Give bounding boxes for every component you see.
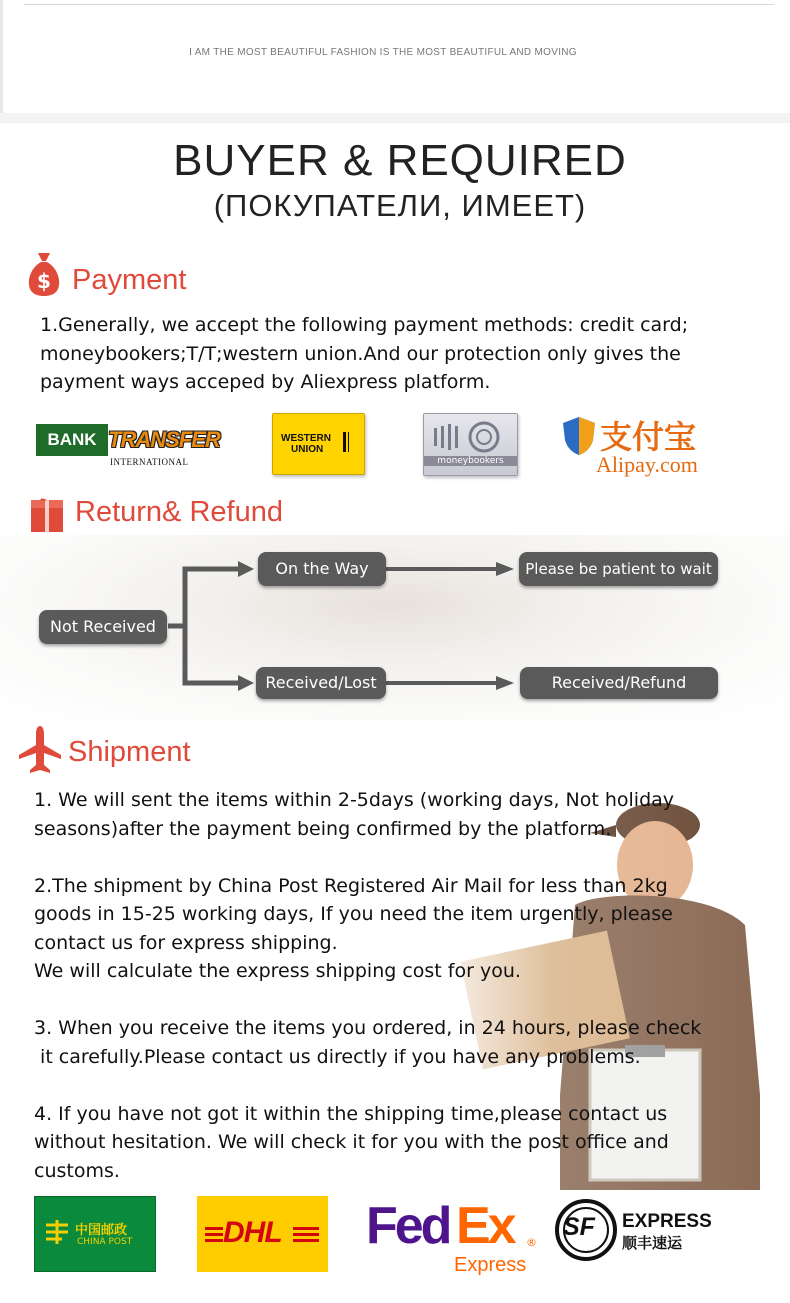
- svg-text:$: $: [37, 269, 51, 293]
- fedex-fed: Fed: [366, 1197, 450, 1255]
- node-received-refund: Received/Refund: [520, 667, 718, 699]
- shipment-line: 3. When you receive the items you ordered, in 24 hours, please check: [34, 1017, 702, 1039]
- international-label: INTERNATIONAL: [110, 457, 189, 467]
- china-post-cn: 中国邮政: [75, 1223, 128, 1238]
- alipay-en: Alipay.com: [596, 452, 698, 477]
- sf-mark: SF: [563, 1213, 595, 1241]
- alipay-cn: 支付宝: [600, 418, 697, 456]
- moneybookers-logo: [423, 413, 518, 476]
- payment-text: [40, 311, 770, 397]
- alipay-logo: [562, 414, 732, 480]
- moneybookers-mark: [432, 420, 508, 456]
- shipment-line: it carefully.Please contact us directly if you have any problems.: [34, 1045, 641, 1068]
- tagline: I AM THE MOST BEAUTIFUL FASHION IS THE MOST BEAUTIFUL AND MOVING: [189, 47, 577, 58]
- fedex-ex: Ex: [456, 1197, 514, 1255]
- payment-title: Payment: [72, 264, 187, 296]
- node-not-received: Not Received: [39, 610, 167, 644]
- shipment-line: seasons)after the payment being confirmed by the platform.: [34, 817, 612, 840]
- wu-line2: UNION: [291, 444, 324, 455]
- airplane-icon: [18, 725, 62, 775]
- shipment-line: 4. If you have not got it within the shipping time,please contact us: [34, 1102, 668, 1125]
- page-title: BUYER & REQUIRED: [173, 136, 627, 185]
- gift-box-icon: [30, 497, 64, 533]
- shipment-line: without hesitation. We will check it for you with the post office and: [34, 1131, 669, 1153]
- section-separator: [0, 113, 790, 123]
- wu-line1: WESTERN: [281, 433, 331, 444]
- china-post-mark-icon: [44, 1219, 70, 1245]
- node-on-the-way: On the Way: [258, 552, 386, 586]
- fedex-express: Express: [454, 1254, 527, 1276]
- western-union-logo: [272, 413, 365, 475]
- node-received-lost: Received/Lost: [256, 667, 386, 699]
- money-bag-icon: [26, 251, 62, 297]
- dhl-label: DHL: [223, 1216, 282, 1249]
- china-post-en: CHINA POST: [77, 1237, 133, 1247]
- dhl-logo: [197, 1196, 328, 1272]
- refund-title: Return& Refund: [75, 496, 283, 528]
- payment-line: moneybookers;T/T;western union.And our protection only gives the: [40, 342, 681, 365]
- shipment-text: [34, 786, 754, 1185]
- top-divider: [24, 4, 774, 5]
- sf-express-en: EXPRESS: [622, 1211, 712, 1232]
- shipment-line: 1. We will sent the items within 2-5days (working days, Not holiday: [34, 789, 675, 811]
- shipment-line: goods in 15-25 working days, If you need the item urgently, please: [34, 903, 673, 925]
- china-post-logo: [34, 1196, 156, 1272]
- moneybookers-label: moneybookers: [424, 456, 517, 466]
- fedex-logo: Fed Ex ® Express: [366, 1197, 537, 1276]
- payment-line: 1.Generally, we accept the following payment methods: credit card;: [40, 314, 689, 336]
- shipment-line: customs.: [34, 1159, 120, 1182]
- transfer-label: TRANSFER: [108, 427, 220, 452]
- alipay-shield-icon: [562, 416, 596, 456]
- shipment-line: 2.The shipment by China Post Registered Air Mail for less than 2kg: [34, 874, 668, 897]
- shipment-line: contact us for express shipping.: [34, 931, 338, 954]
- page-subtitle: (ПОКУПАТЕЛИ, ИМЕЕТ): [213, 188, 587, 223]
- shipment-title: Shipment: [68, 736, 191, 768]
- payment-line: payment ways acceped by Aliexpress platform.: [40, 371, 491, 393]
- sf-express-logo: [554, 1198, 712, 1264]
- bank-label: BANK: [36, 424, 108, 456]
- shipment-line: We will calculate the express shipping cost for you.: [34, 960, 521, 982]
- bank-transfer-logo: [36, 424, 220, 468]
- sf-express-cn: 顺丰速运: [622, 1234, 683, 1252]
- node-please-wait: Please be patient to wait: [519, 552, 718, 586]
